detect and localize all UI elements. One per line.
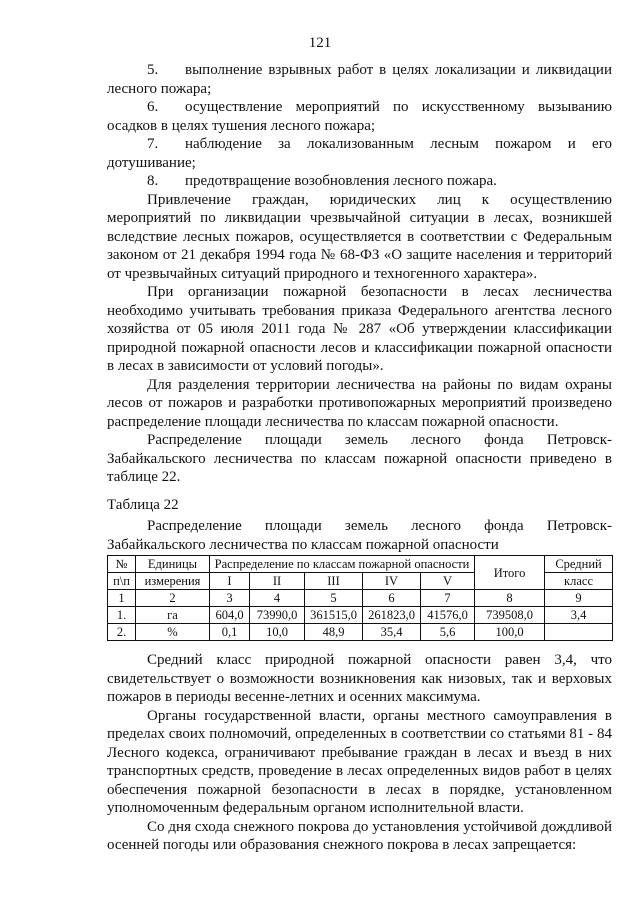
- paragraph: Органы государственной власти, органы местного самоуправления в пределах своих полномочий, определенных в соответствии со статьями 81 - 84 Лесного кодекса, ограничивают пребывание граждан в лесах и въезд в них транспортных средств, проведение в лесах определенных видов работ в целях обеспечения пожарной безопасности в лесах в порядке, установленном уполномоченным федеральным органом исполнительной власти.: [107, 707, 612, 816]
- table-cell: 3,4: [545, 607, 613, 624]
- table-cell: 1.: [108, 607, 136, 624]
- table-cell: 5: [305, 590, 363, 607]
- table-row: [108, 624, 613, 641]
- table-cell: 2.: [108, 624, 136, 641]
- table-cell: 8: [475, 590, 545, 607]
- table-cell: 261823,0: [363, 607, 421, 624]
- paragraph: Со дня схода снежного покрова до установления устойчивой дождливой осенней погоды или образования снежного покрова в лесах запрещается:: [107, 818, 612, 853]
- table-cell: 604,0: [210, 607, 250, 624]
- table-cell: 10,0: [250, 624, 305, 641]
- table-cell: 9: [545, 590, 613, 607]
- table-cell: 2: [136, 590, 210, 607]
- table-caption: Таблица 22: [107, 496, 179, 513]
- table-cell: 361515,0: [305, 607, 363, 624]
- main-text: [107, 61, 612, 855]
- list-item: 7. наблюдение за локализованным лесным пожаром и его дотушивание;: [107, 136, 612, 171]
- column-number-row: [108, 590, 613, 607]
- table-header-row: [108, 556, 613, 573]
- table-cell: %: [136, 624, 210, 641]
- table-spacer: [107, 641, 612, 651]
- table-cell: 5,6: [421, 624, 475, 641]
- header-cell: измерения: [136, 573, 210, 590]
- header-cell: №: [108, 556, 136, 573]
- paragraph: Средний класс природной пожарной опасности равен 3,4, что свидетельствует о возможности возникновения как низовых, так и верховых пожаров в периоды весенне-летних и осенних максимума.: [107, 652, 612, 705]
- fire-hazard-table: [107, 555, 613, 641]
- paragraph: Для разделения территории лесничества на районы по видам охраны лесов от пожаров и разработки противопожарных мероприятий произведено распределение площади лесничества по классам пожарной опасности.: [107, 376, 612, 430]
- list-item: 6. осуществление мероприятий по искусственному вызыванию осадков в целях тушения лесного пожара;: [107, 99, 612, 134]
- header-cell: IV: [363, 573, 421, 590]
- table-cell: 35,4: [363, 624, 421, 641]
- header-cell: п\п: [108, 573, 136, 590]
- paragraph: Привлечение граждан, юридических лиц к осуществлению мероприятий по ликвидации чрезвычайной ситуации в лесах, возникшей вследствие лесных пожаров, осуществляется в соответствии с Федеральным законом от 21 декабря 1994 года № 68-ФЗ «О защите населения и территорий от чрезвычайных ситуаций природного и техногенного характера».: [107, 191, 612, 282]
- list-item: 5. выполнение взрывных работ в целях локализации и ликвидации лесного пожара;: [107, 62, 612, 97]
- table-cell: 73990,0: [250, 607, 305, 624]
- header-cell: класс: [545, 573, 613, 590]
- table-cell: 739508,0: [475, 607, 545, 624]
- table-row: [108, 607, 613, 624]
- table-cell: 1: [108, 590, 136, 607]
- header-cell: III: [305, 573, 363, 590]
- header-cell: Распределение по классам пожарной опасности: [210, 556, 475, 573]
- page-number: 121: [308, 35, 332, 51]
- table-cell: 48,9: [305, 624, 363, 641]
- table-cell: 0,1: [210, 624, 250, 641]
- header-cell: Единицы: [136, 556, 210, 573]
- table-cell: 7: [421, 590, 475, 607]
- table-cell: [545, 624, 613, 641]
- header-cell: I: [210, 573, 250, 590]
- table-cell: га: [136, 607, 210, 624]
- header-cell: V: [421, 573, 475, 590]
- list-item: 8. предотвращение возобновления лесного пожара.: [147, 173, 497, 189]
- table-cell: 3: [210, 590, 250, 607]
- table-cell: 6: [363, 590, 421, 607]
- table-cell: 41576,0: [421, 607, 475, 624]
- table-title: Распределение площади земель лесного фонда Петровск-Забайкальского лесничества по классам пожарной опасности: [107, 518, 612, 553]
- table-cell: 4: [250, 590, 305, 607]
- header-cell: II: [250, 573, 305, 590]
- header-cell: Итого: [475, 556, 545, 590]
- table-cell: 100,0: [475, 624, 545, 641]
- paragraph: Распределение площади земель лесного фонда Петровск-Забайкальского лесничества по классам пожарной опасности приведено в таблице 22.: [107, 432, 612, 485]
- header-cell: Средний: [545, 556, 613, 573]
- paragraph: При организации пожарной безопасности в лесах лесничества необходимо учитывать требования приказа Федерального агентства лесного хозяйства от 05 июля 2011 года № 287 «Об утверждении классификации природной пожарной опасности лесов и классификации пожарной опасности в лесах в зависимости от условий погоды».: [107, 284, 612, 374]
